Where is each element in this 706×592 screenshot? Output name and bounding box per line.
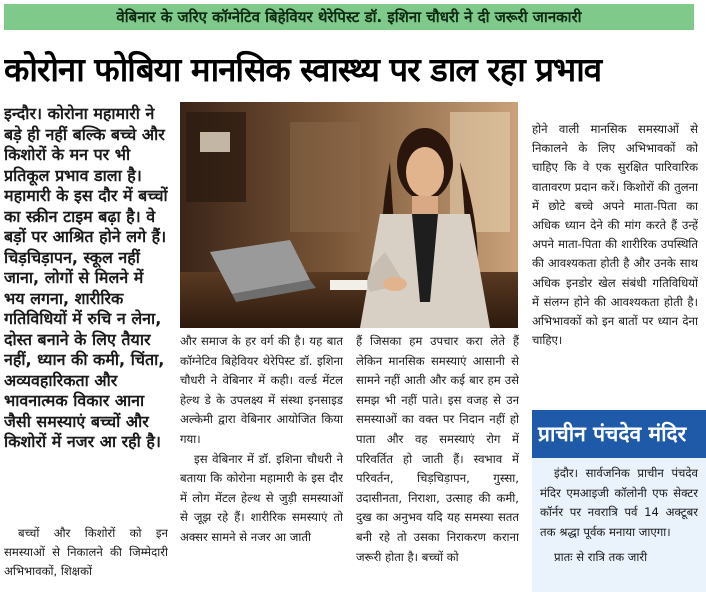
- body-column-1: [4, 524, 168, 592]
- sidebar-news-paragraph: इंदौर। सार्वजनिक प्राचीन पंचदेव मंदिर एमआइजी कॉलोनी एफ सेक्टर कॉर्नर पर नवरात्रि पर्व 14 अक्टूबर तक श्रद्धा पूर्वक मनाया जाएगा।: [540, 466, 698, 539]
- body-column-2: [180, 332, 343, 588]
- body-paragraph: इस वेबिनार में डॉ. इशिना चौधरी ने बताया कि कोरोना महामारी के इस दौर में लोग मेंटल हेल्थ से जुड़ी समस्याओं से जूझ रहे हैं। शारीरिक समस्याएं तो अक्सर सामने से नजर आ जाती: [180, 451, 343, 544]
- sidebar-news-paragraph: प्रातः से रात्रि तक जारी: [554, 550, 648, 565]
- body-paragraph: और समाज के हर वर्ग की है। यह बात कॉग्नेटिव बिहेवियर थेरेपिस्ट डॉ. इशिना चौधरी ने वेबिनार में कही। वर्ल्ड मेंटल हेल्थ डे के उपलक्ष्य में संस्था इनसाइड अल्केमी द्वारा वेबिनार आयोजित किया गया।: [180, 334, 343, 446]
- sidebar-news-box: [532, 458, 706, 592]
- body-column-3: [356, 332, 519, 588]
- body-paragraph: हैं जिसका हम उपचार करा लेते हैं लेकिन मानसिक समस्याएं आसानी से सामने नहीं आती और कई बार हम उसे समझ भी नहीं पाते। इस वजह से उन समस्याओं का वक्त पर निदान नहीं हो पाता और वह समस्याएं रोग में परिवर्तित हो जाती हैं। स्वभाव में परिवर्तन, चिड़चिड़ापन, गुस्सा, उदासीनता, निराशा, उत्साह की कमी, दुख का अनुभव यदि यह समस्या सतत बनी रहे तो उसका निराकरण कराना जरूरी होता है। बच्चों को: [356, 334, 519, 564]
- kicker-banner: वेबिनार के जरिए कॉग्नेटिव बिहेवियर थेरेपिस्ट डॉ. इशिना चौधरी ने दी जरूरी जानकारी: [4, 4, 694, 30]
- body-paragraph: बच्चों और किशोरों को इन समस्याओं से निकालने की जिम्मेदारी अभिभावकों, शिक्षकों: [4, 526, 168, 578]
- body-column-4: [532, 120, 698, 404]
- headline: कोरोना फोबिया मानसिक स्वास्थ्य पर डाल रहा प्रभाव: [4, 50, 602, 89]
- sidebar-news-heading: प्राचीन पंचदेव मंदिर: [532, 410, 706, 458]
- body-paragraph: होने वाली मानसिक समस्याओं से निकालने के लिए अभिभावकों को चाहिए कि वे एक सुरक्षित पारिवारिक वातावरण प्रदान करें। किशोरों की तुलना में छोटे बच्चे अपने माता-पिता का अधिक ध्यान देने की मांग करते हैं उन्हें अपने माता-पिता की शारीरिक उपस्थिति की आवश्यकता होती है और उनके साथ अधिक इनडोर खेल संबंधी गतिविधियों में संलग्न होने की आवश्यकता होती है। अभिभावकों को इन बातों पर ध्यान देना चाहिए।: [532, 122, 698, 348]
- lead-paragraph: इन्दौर। कोरोना महामारी ने बड़े ही नहीं बल्कि बच्चे और किशोरों के मन पर भी प्रतिकूल प्रभाव डाला है। महामारी के इस दौर में बच्चों का स्क्रीन टाइम बढ़ा है। वे बड़ों पर आश्रित होने लगे हैं। चिड़चिड़ापन, स्कूल नहीं जाना, लोगों से मिलने में भय लगना, शारीरिक गतिविधियों में रुचि न लेना, दोस्त बनाने के लिए तैयार नहीं, ध्यान की कमी, चिंता, अव्यवहारिकता और भावनात्मक विकार आना जैसी समस्याएं बच्चों और किशोरों में नजर आ रही है।: [4, 104, 168, 451]
- article-photo: [180, 102, 518, 328]
